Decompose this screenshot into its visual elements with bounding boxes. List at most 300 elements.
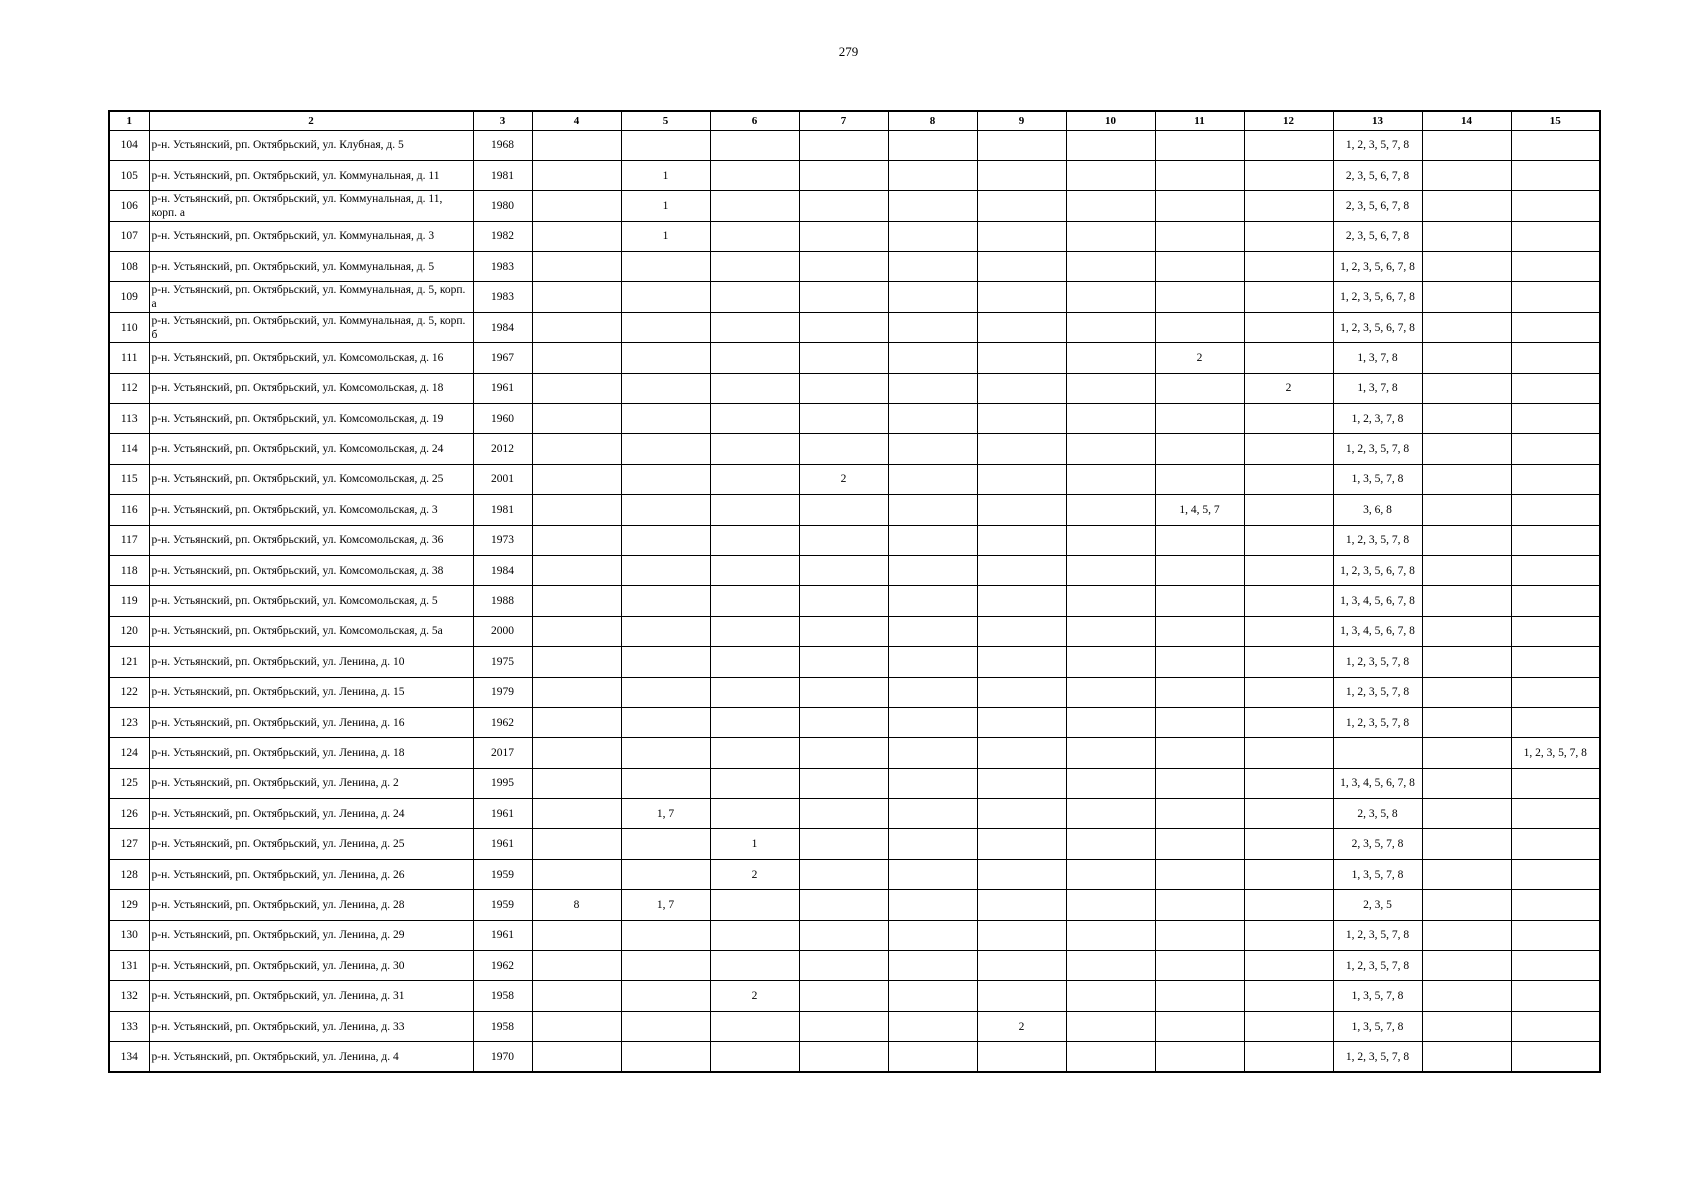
address-cell: р-н. Устьянский, рп. Октябрьский, ул. Коммунальная, д. 11 [149, 160, 473, 190]
column-header-7: 7 [799, 111, 888, 130]
table-row [109, 160, 1600, 190]
table-row [109, 738, 1600, 768]
table-cell [1244, 555, 1333, 585]
table-cell [1511, 555, 1600, 585]
table-cell [710, 404, 799, 434]
table-cell [1155, 920, 1244, 950]
table-cell [1066, 130, 1155, 160]
table-cell [1244, 464, 1333, 494]
table-cell [621, 951, 710, 981]
address-cell: р-н. Устьянский, рп. Октябрьский, ул. Комсомольская, д. 38 [149, 555, 473, 585]
row-number-cell: 110 [109, 312, 149, 342]
table-cell [1066, 312, 1155, 342]
table-cell [1422, 586, 1511, 616]
address-cell: р-н. Устьянский, рп. Октябрьский, ул. Комсомольская, д. 3 [149, 495, 473, 525]
address-cell: р-н. Устьянский, рп. Октябрьский, ул. Комсомольская, д. 5 [149, 586, 473, 616]
table-cell [888, 282, 977, 312]
table-cell: 1, 2, 3, 5, 7, 8 [1511, 738, 1600, 768]
table-cell [888, 738, 977, 768]
table-cell [799, 616, 888, 646]
address-cell: р-н. Устьянский, рп. Октябрьский, ул. Коммунальная, д. 5, корп. а [149, 282, 473, 312]
table-cell [710, 312, 799, 342]
row-number-cell: 112 [109, 373, 149, 403]
year-cell: 1962 [473, 707, 532, 737]
row-number-cell: 118 [109, 555, 149, 585]
year-cell: 1959 [473, 859, 532, 889]
table-cell [1155, 160, 1244, 190]
table-cell [532, 464, 621, 494]
table-cell [710, 738, 799, 768]
table-cell [1155, 373, 1244, 403]
table-cell [1066, 495, 1155, 525]
table-cell [888, 312, 977, 342]
table-cell: 1, 2, 3, 5, 7, 8 [1333, 677, 1422, 707]
table-cell [1155, 647, 1244, 677]
table-cell [977, 312, 1066, 342]
table-cell [799, 951, 888, 981]
table-cell [1244, 252, 1333, 282]
table-cell [1244, 343, 1333, 373]
table-cell [532, 191, 621, 221]
table-cell: 1, 2, 3, 5, 6, 7, 8 [1333, 312, 1422, 342]
table-cell [1422, 160, 1511, 190]
table-cell: 1, 2, 3, 5, 7, 8 [1333, 951, 1422, 981]
table-cell [1066, 252, 1155, 282]
table-cell [799, 768, 888, 798]
table-cell [710, 768, 799, 798]
table-cell [532, 130, 621, 160]
table-cell: 1, 7 [621, 890, 710, 920]
table-cell [977, 282, 1066, 312]
table-cell [888, 191, 977, 221]
table-cell [1511, 191, 1600, 221]
table-cell [977, 130, 1066, 160]
table-cell [1066, 1011, 1155, 1041]
address-cell: р-н. Устьянский, рп. Октябрьский, ул. Коммунальная, д. 11, корп. а [149, 191, 473, 221]
table-cell [799, 312, 888, 342]
table-cell [1422, 616, 1511, 646]
address-cell: р-н. Устьянский, рп. Октябрьский, ул. Ленина, д. 15 [149, 677, 473, 707]
table-cell: 2, 3, 5, 6, 7, 8 [1333, 160, 1422, 190]
table-cell: 1, 3, 7, 8 [1333, 373, 1422, 403]
table-cell [1511, 951, 1600, 981]
table-cell [1066, 1042, 1155, 1072]
table-cell [977, 464, 1066, 494]
table-cell [799, 920, 888, 950]
table-cell [1066, 525, 1155, 555]
table-cell [621, 768, 710, 798]
table-cell [977, 343, 1066, 373]
table-cell [1422, 373, 1511, 403]
table-cell: 2 [977, 1011, 1066, 1041]
table-cell [1244, 981, 1333, 1011]
table-cell [1155, 707, 1244, 737]
page-number: 279 [838, 44, 859, 59]
row-number-cell: 115 [109, 464, 149, 494]
column-header-15: 15 [1511, 111, 1600, 130]
address-cell: р-н. Устьянский, рп. Октябрьский, ул. Ленина, д. 31 [149, 981, 473, 1011]
table-cell [621, 981, 710, 1011]
table-cell [888, 829, 977, 859]
table-cell [1511, 707, 1600, 737]
table-cell [1066, 647, 1155, 677]
address-cell: р-н. Устьянский, рп. Октябрьский, ул. Ленина, д. 2 [149, 768, 473, 798]
table-row [109, 464, 1600, 494]
table-cell [1066, 707, 1155, 737]
table-cell [888, 130, 977, 160]
table-row [109, 312, 1600, 342]
table-cell [1066, 191, 1155, 221]
table-cell [1244, 890, 1333, 920]
table-cell [799, 859, 888, 889]
table-cell [1511, 404, 1600, 434]
table-cell [1422, 647, 1511, 677]
table-cell [1066, 768, 1155, 798]
table-cell: 8 [532, 890, 621, 920]
table-cell [710, 434, 799, 464]
table-cell [977, 951, 1066, 981]
table-cell [1422, 859, 1511, 889]
row-number-cell: 119 [109, 586, 149, 616]
table-cell [799, 434, 888, 464]
table-cell [1244, 160, 1333, 190]
table-cell [1511, 1011, 1600, 1041]
table-cell [532, 829, 621, 859]
table-cell [621, 616, 710, 646]
column-header-6: 6 [710, 111, 799, 130]
table-cell [1422, 1042, 1511, 1072]
table-cell: 2, 3, 5, 7, 8 [1333, 829, 1422, 859]
year-cell: 1958 [473, 1011, 532, 1041]
table-cell [1155, 951, 1244, 981]
table-cell [888, 373, 977, 403]
table-cell [621, 434, 710, 464]
table-cell [1244, 404, 1333, 434]
table-cell [1422, 525, 1511, 555]
table-cell: 1, 3, 5, 7, 8 [1333, 981, 1422, 1011]
table-cell [532, 495, 621, 525]
table-cell [977, 616, 1066, 646]
column-header-9: 9 [977, 111, 1066, 130]
year-cell: 1984 [473, 555, 532, 585]
table-cell [1244, 829, 1333, 859]
table-cell [977, 434, 1066, 464]
table-cell [621, 1011, 710, 1041]
row-number-cell: 114 [109, 434, 149, 464]
table-cell [532, 768, 621, 798]
table-cell [888, 859, 977, 889]
table-cell [799, 677, 888, 707]
table-cell: 2 [799, 464, 888, 494]
table-cell: 1, 2, 3, 5, 7, 8 [1333, 130, 1422, 160]
table-cell: 2, 3, 5 [1333, 890, 1422, 920]
table-cell [1244, 221, 1333, 251]
table-row [109, 191, 1600, 221]
table-cell [1511, 920, 1600, 950]
table-cell [1155, 1042, 1244, 1072]
year-cell: 1960 [473, 404, 532, 434]
table-cell [1155, 829, 1244, 859]
table-row [109, 951, 1600, 981]
table-row [109, 221, 1600, 251]
table-cell [532, 677, 621, 707]
table-cell [1244, 1042, 1333, 1072]
address-cell: р-н. Устьянский, рп. Октябрьский, ул. Ленина, д. 28 [149, 890, 473, 920]
table-cell [977, 829, 1066, 859]
table-cell [621, 282, 710, 312]
table-cell [532, 312, 621, 342]
table-cell [888, 951, 977, 981]
year-cell: 2000 [473, 616, 532, 646]
table-cell [1155, 191, 1244, 221]
table-cell [1333, 738, 1422, 768]
table-cell [977, 373, 1066, 403]
table-cell [977, 707, 1066, 737]
table-cell [1066, 951, 1155, 981]
table-cell [888, 252, 977, 282]
table-cell: 2 [710, 859, 799, 889]
year-cell: 1961 [473, 829, 532, 859]
table-cell: 1, 2, 3, 5, 7, 8 [1333, 647, 1422, 677]
table-cell [532, 1042, 621, 1072]
table-cell [1422, 221, 1511, 251]
address-cell: р-н. Устьянский, рп. Октябрьский, ул. Комсомольская, д. 24 [149, 434, 473, 464]
table-cell [1155, 768, 1244, 798]
table-cell [1244, 616, 1333, 646]
table-cell [710, 890, 799, 920]
table-cell [1155, 434, 1244, 464]
table-cell [977, 1042, 1066, 1072]
table-cell [977, 555, 1066, 585]
table-cell [1155, 221, 1244, 251]
table-cell [1422, 677, 1511, 707]
table-cell [710, 373, 799, 403]
column-header-10: 10 [1066, 111, 1155, 130]
table-cell: 2, 3, 5, 6, 7, 8 [1333, 221, 1422, 251]
table-cell [1511, 434, 1600, 464]
table-cell [1511, 282, 1600, 312]
table-cell [621, 312, 710, 342]
address-cell: р-н. Устьянский, рп. Октябрьский, ул. Коммунальная, д. 5, корп. б [149, 312, 473, 342]
row-number-cell: 120 [109, 616, 149, 646]
address-cell: р-н. Устьянский, рп. Октябрьский, ул. Ленина, д. 33 [149, 1011, 473, 1041]
table-cell [977, 586, 1066, 616]
table-cell [1066, 221, 1155, 251]
row-number-cell: 111 [109, 343, 149, 373]
year-cell: 1968 [473, 130, 532, 160]
table-cell [710, 555, 799, 585]
table-cell [1066, 434, 1155, 464]
table-cell: 1 [621, 221, 710, 251]
year-cell: 2012 [473, 434, 532, 464]
table-cell [888, 555, 977, 585]
table-cell [710, 1011, 799, 1041]
table-cell [1066, 677, 1155, 707]
table-cell [621, 677, 710, 707]
table-cell [1511, 130, 1600, 160]
table-cell: 1, 2, 3, 5, 7, 8 [1333, 434, 1422, 464]
table-cell [532, 586, 621, 616]
table-cell [799, 738, 888, 768]
table-cell [1422, 130, 1511, 160]
table-cell [1422, 951, 1511, 981]
table-cell [1422, 312, 1511, 342]
table-cell: 2, 3, 5, 6, 7, 8 [1333, 191, 1422, 221]
table-cell [710, 707, 799, 737]
year-cell: 1983 [473, 252, 532, 282]
address-cell: р-н. Устьянский, рп. Октябрьский, ул. Ленина, д. 24 [149, 799, 473, 829]
column-header-4: 4 [532, 111, 621, 130]
table-cell [977, 677, 1066, 707]
table-cell [1244, 130, 1333, 160]
table-cell [799, 404, 888, 434]
table-cell [977, 920, 1066, 950]
table-cell [888, 616, 977, 646]
table-row [109, 1042, 1600, 1072]
column-header-2: 2 [149, 111, 473, 130]
table-cell [888, 799, 977, 829]
table-cell [1155, 312, 1244, 342]
row-number-cell: 107 [109, 221, 149, 251]
table-cell [621, 920, 710, 950]
table-cell [1244, 495, 1333, 525]
table-cell [888, 981, 977, 1011]
row-number-cell: 129 [109, 890, 149, 920]
row-number-cell: 123 [109, 707, 149, 737]
year-cell: 1979 [473, 677, 532, 707]
table-cell [1155, 799, 1244, 829]
table-cell [799, 130, 888, 160]
column-header-14: 14 [1422, 111, 1511, 130]
table-cell [799, 981, 888, 1011]
year-cell: 1983 [473, 282, 532, 312]
table-row [109, 1011, 1600, 1041]
table-cell: 3, 6, 8 [1333, 495, 1422, 525]
table-cell: 1, 3, 4, 5, 6, 7, 8 [1333, 616, 1422, 646]
table-cell [799, 160, 888, 190]
table-row [109, 859, 1600, 889]
table-cell [710, 1042, 799, 1072]
table-cell: 1, 3, 7, 8 [1333, 343, 1422, 373]
table-header-row [109, 111, 1600, 130]
table-cell [710, 464, 799, 494]
table-cell [1511, 768, 1600, 798]
table-cell [710, 252, 799, 282]
table-cell [888, 495, 977, 525]
table-cell: 1, 2, 3, 5, 7, 8 [1333, 920, 1422, 950]
table-cell [1244, 859, 1333, 889]
table-cell: 1, 3, 5, 7, 8 [1333, 859, 1422, 889]
table-row [109, 677, 1600, 707]
table-cell [977, 252, 1066, 282]
table-cell [799, 282, 888, 312]
table-cell [799, 373, 888, 403]
year-cell: 1982 [473, 221, 532, 251]
row-number-cell: 121 [109, 647, 149, 677]
address-cell: р-н. Устьянский, рп. Октябрьский, ул. Ленина, д. 18 [149, 738, 473, 768]
table-row [109, 555, 1600, 585]
year-cell: 1967 [473, 343, 532, 373]
year-cell: 1988 [473, 586, 532, 616]
table-row [109, 343, 1600, 373]
year-cell: 2001 [473, 464, 532, 494]
table-cell [1422, 707, 1511, 737]
column-header-8: 8 [888, 111, 977, 130]
table-cell: 1, 2, 3, 5, 6, 7, 8 [1333, 282, 1422, 312]
year-cell: 1958 [473, 981, 532, 1011]
table-cell [1066, 859, 1155, 889]
table-cell [1066, 616, 1155, 646]
table-cell [710, 677, 799, 707]
year-cell: 1970 [473, 1042, 532, 1072]
table-cell: 1, 3, 4, 5, 6, 7, 8 [1333, 768, 1422, 798]
table-row [109, 373, 1600, 403]
table-cell [1066, 738, 1155, 768]
table-cell [1244, 586, 1333, 616]
address-cell: р-н. Устьянский, рп. Октябрьский, ул. Комсомольская, д. 25 [149, 464, 473, 494]
table-cell [799, 1042, 888, 1072]
row-number-cell: 106 [109, 191, 149, 221]
table-cell [1066, 920, 1155, 950]
table-row [109, 647, 1600, 677]
table-cell [1511, 799, 1600, 829]
table-cell [1511, 464, 1600, 494]
table-cell [1422, 920, 1511, 950]
year-cell: 1961 [473, 373, 532, 403]
year-cell: 1975 [473, 647, 532, 677]
table-cell [1155, 1011, 1244, 1041]
table-cell [710, 221, 799, 251]
table-cell [1244, 768, 1333, 798]
table-cell [1244, 1011, 1333, 1041]
table-cell [1155, 404, 1244, 434]
table-cell [888, 1042, 977, 1072]
table-cell [1066, 160, 1155, 190]
table-row [109, 981, 1600, 1011]
table-cell [799, 191, 888, 221]
table-cell: 1, 2, 3, 5, 7, 8 [1333, 525, 1422, 555]
table-cell [977, 859, 1066, 889]
table-cell [1511, 647, 1600, 677]
table-cell [799, 647, 888, 677]
table-cell [532, 707, 621, 737]
table-cell [532, 859, 621, 889]
table-cell [532, 252, 621, 282]
row-number-cell: 127 [109, 829, 149, 859]
table-cell [710, 130, 799, 160]
table-cell [710, 191, 799, 221]
table-row [109, 434, 1600, 464]
table-cell [1422, 404, 1511, 434]
table-cell [1244, 920, 1333, 950]
table-cell [977, 647, 1066, 677]
table-cell [1511, 859, 1600, 889]
table-cell [1422, 343, 1511, 373]
table-cell [621, 464, 710, 494]
column-header-3: 3 [473, 111, 532, 130]
table-cell: 1, 7 [621, 799, 710, 829]
table-cell [1155, 677, 1244, 707]
address-cell: р-н. Устьянский, рп. Октябрьский, ул. Комсомольская, д. 36 [149, 525, 473, 555]
address-cell: р-н. Устьянский, рп. Октябрьский, ул. Ленина, д. 16 [149, 707, 473, 737]
table-row [109, 799, 1600, 829]
table-row [109, 586, 1600, 616]
table-cell [799, 525, 888, 555]
table-cell [888, 464, 977, 494]
column-header-12: 12 [1244, 111, 1333, 130]
table-cell [888, 707, 977, 737]
table-cell [1155, 130, 1244, 160]
